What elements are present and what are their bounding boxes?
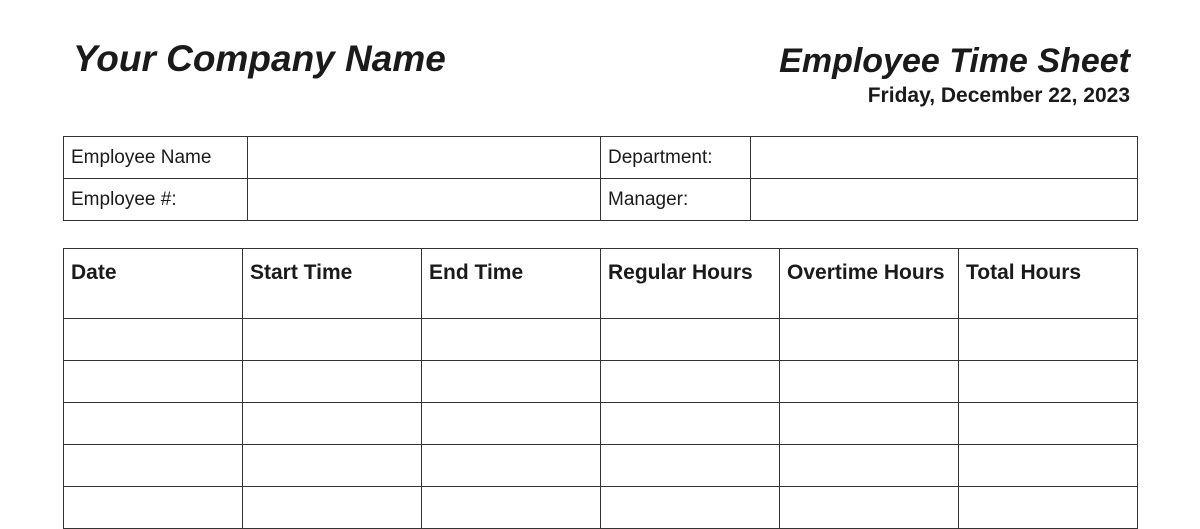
- start-time-cell[interactable]: [243, 361, 422, 403]
- info-row-number: [64, 179, 1138, 221]
- regular-hours-cell[interactable]: [601, 403, 780, 445]
- column-header-regular-hours: Regular Hours: [601, 249, 780, 319]
- document-date: Friday, December 22, 2023: [867, 84, 1130, 107]
- table-row: [64, 403, 1138, 445]
- table-row: [64, 445, 1138, 487]
- hours-header-row: [64, 249, 1138, 319]
- date-cell[interactable]: [64, 445, 243, 487]
- employee-info-table: [63, 136, 1138, 221]
- info-row-name: [64, 137, 1138, 179]
- department-field[interactable]: [751, 137, 1138, 179]
- start-time-cell[interactable]: [243, 319, 422, 361]
- end-time-cell[interactable]: [422, 403, 601, 445]
- table-row: [64, 361, 1138, 403]
- regular-hours-cell[interactable]: [601, 487, 780, 529]
- end-time-cell[interactable]: [422, 445, 601, 487]
- manager-label: Manager:: [601, 179, 751, 221]
- hours-table: [63, 248, 1138, 529]
- overtime-hours-cell[interactable]: [780, 319, 959, 361]
- employee-number-label: Employee #:: [64, 179, 248, 221]
- overtime-hours-cell[interactable]: [780, 361, 959, 403]
- regular-hours-cell[interactable]: [601, 361, 780, 403]
- total-hours-cell[interactable]: [959, 403, 1138, 445]
- total-hours-cell[interactable]: [959, 319, 1138, 361]
- overtime-hours-cell[interactable]: [780, 487, 959, 529]
- total-hours-cell[interactable]: [959, 487, 1138, 529]
- column-header-total-hours: Total Hours: [959, 249, 1138, 319]
- column-header-date: Date: [64, 249, 243, 319]
- column-header-overtime-hours: Overtime Hours: [780, 249, 959, 319]
- manager-field[interactable]: [751, 179, 1138, 221]
- date-cell[interactable]: [64, 319, 243, 361]
- end-time-cell[interactable]: [422, 361, 601, 403]
- start-time-cell[interactable]: [243, 445, 422, 487]
- end-time-cell[interactable]: [422, 487, 601, 529]
- employee-number-field[interactable]: [248, 179, 601, 221]
- total-hours-cell[interactable]: [959, 445, 1138, 487]
- employee-name-label: Employee Name: [64, 137, 248, 179]
- column-header-end-time: End Time: [422, 249, 601, 319]
- date-cell[interactable]: [64, 361, 243, 403]
- date-cell[interactable]: [64, 487, 243, 529]
- start-time-cell[interactable]: [243, 487, 422, 529]
- overtime-hours-cell[interactable]: [780, 403, 959, 445]
- document-title: Employee Time Sheet: [779, 42, 1130, 80]
- table-row: [64, 319, 1138, 361]
- department-label: Department:: [601, 137, 751, 179]
- regular-hours-cell[interactable]: [601, 319, 780, 361]
- company-name: Your Company Name: [73, 38, 446, 79]
- regular-hours-cell[interactable]: [601, 445, 780, 487]
- date-cell[interactable]: [64, 403, 243, 445]
- table-row: [64, 487, 1138, 529]
- employee-name-field[interactable]: [248, 137, 601, 179]
- overtime-hours-cell[interactable]: [780, 445, 959, 487]
- end-time-cell[interactable]: [422, 319, 601, 361]
- total-hours-cell[interactable]: [959, 361, 1138, 403]
- column-header-start-time: Start Time: [243, 249, 422, 319]
- start-time-cell[interactable]: [243, 403, 422, 445]
